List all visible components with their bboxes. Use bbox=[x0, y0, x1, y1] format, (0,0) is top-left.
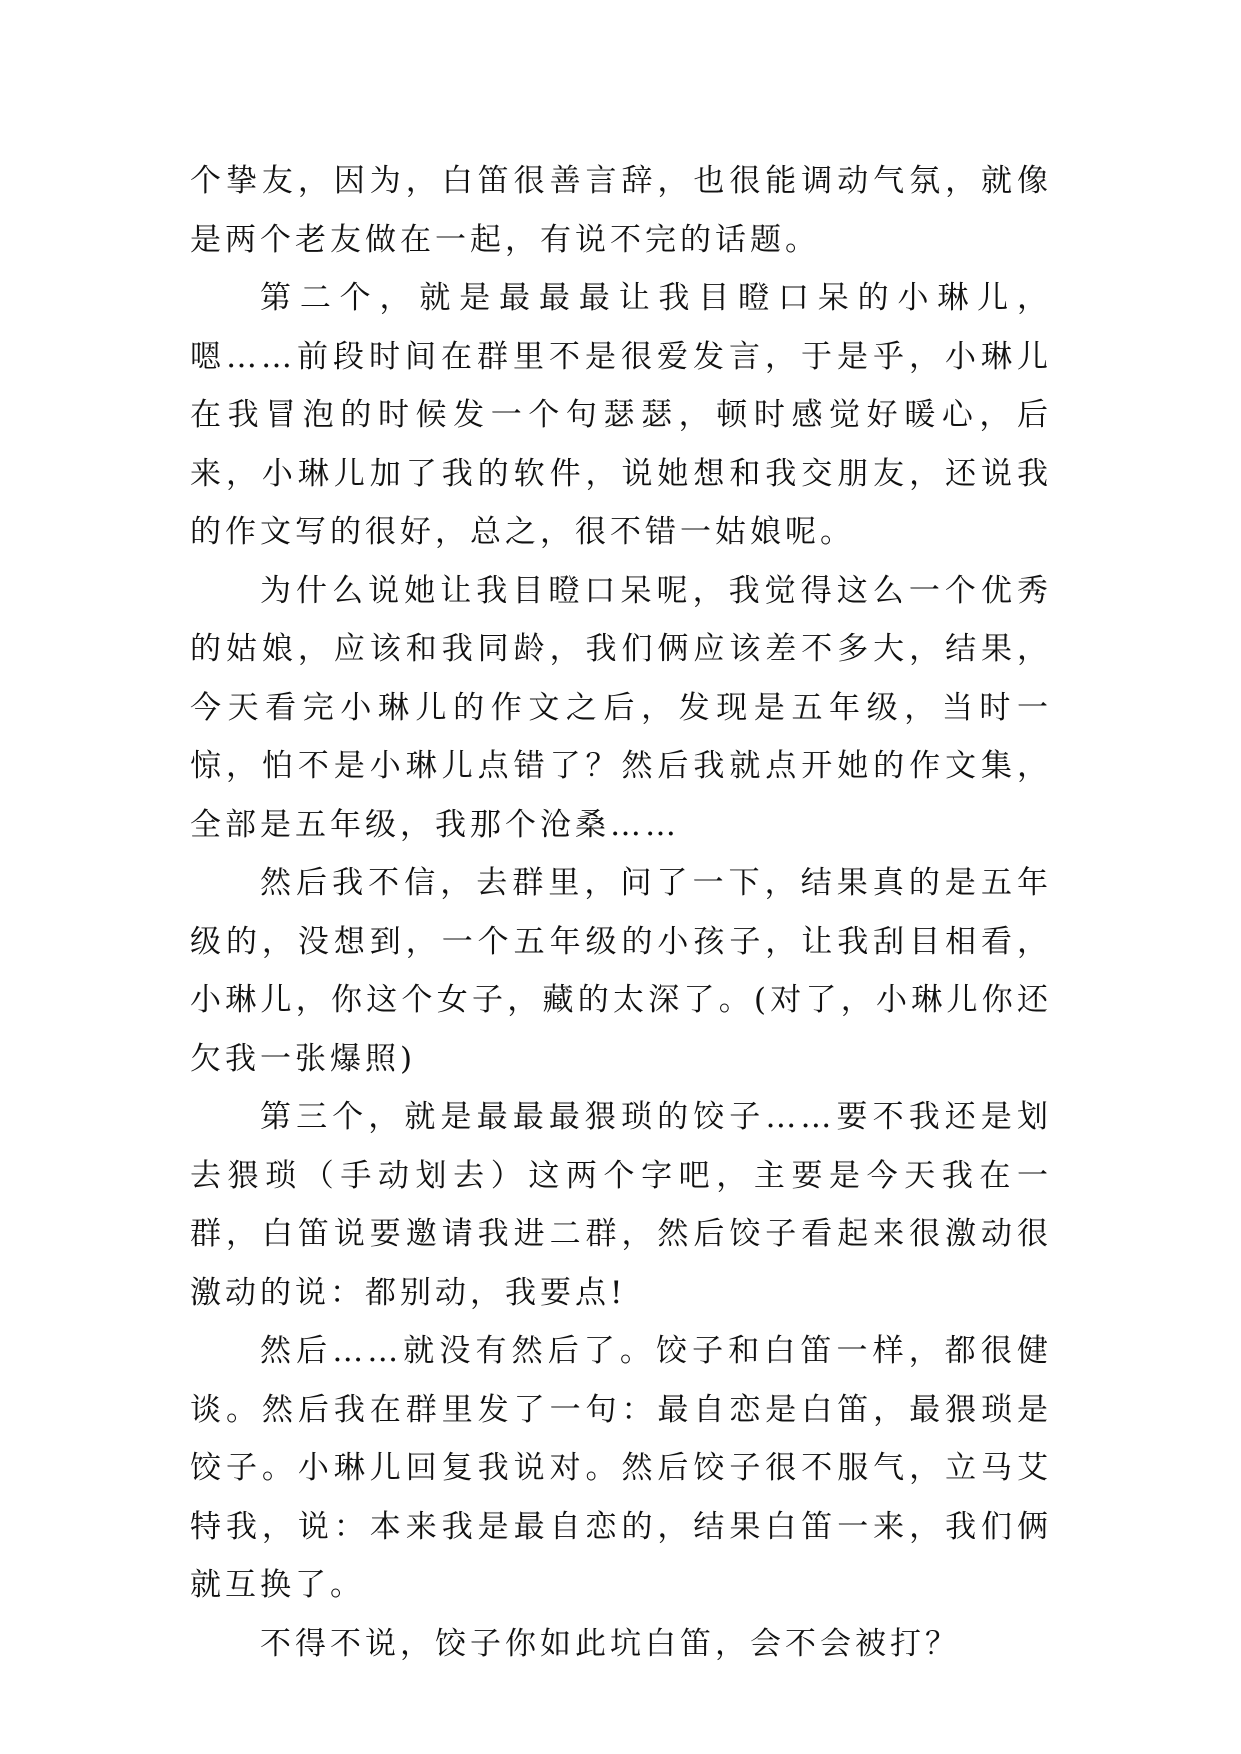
paragraph-4: 然后我不信，去群里，问了一下，结果真的是五年级的，没想到，一个五年级的小孩子，让我刮目相看，小琳儿，你这个女子，藏的太深了。(对了，小琳儿你还欠我一张爆照) bbox=[190, 865, 1052, 1077]
body-text bbox=[190, 152, 1052, 1673]
paragraph-2: 第二个，就是最最最让我目瞪口呆的小琳儿，嗯……前段时间在群里不是很爱发言，于是乎，小琳儿在我冒泡的时候发一个句瑟瑟，顿时感觉好暖心，后来，小琳儿加了我的软件，说她想和我交朋友，还说我的作文写的很好，总之，很不错一姑娘呢。 bbox=[190, 280, 1052, 550]
paragraph-7: 不得不说，饺子你如此坑白笛，会不会被打？ bbox=[260, 1625, 960, 1662]
paragraph-1: 个挚友，因为，白笛很善言辞，也很能调动气氛，就像是两个老友做在一起，有说不完的话题。 bbox=[190, 163, 1052, 258]
paragraph-3: 为什么说她让我目瞪口呆呢，我觉得这么一个优秀的姑娘，应该和我同龄，我们俩应该差不多大，结果，今天看完小琳儿的作文之后，发现是五年级，当时一惊，怕不是小琳儿点错了？然后我就点开她的作文集，全部是五年级，我那个沧桑…… bbox=[190, 572, 1052, 843]
paragraph-6: 然后……就没有然后了。饺子和白笛一样，都很健谈。然后我在群里发了一句：最自恋是白笛，最猥琐是饺子。小琳儿回复我说对。然后饺子很不服气，立马艾特我，说：本来我是最自恋的，结果白笛一来，我们俩就互换了。 bbox=[190, 1333, 1052, 1603]
paragraph-5: 第三个，就是最最最猥琐的饺子……要不我还是划去猥琐（手动划去）这两个字吧，主要是今天我在一群，白笛说要邀请我进二群，然后饺子看起来很激动很激动的说：都别动，我要点! bbox=[190, 1099, 1052, 1311]
